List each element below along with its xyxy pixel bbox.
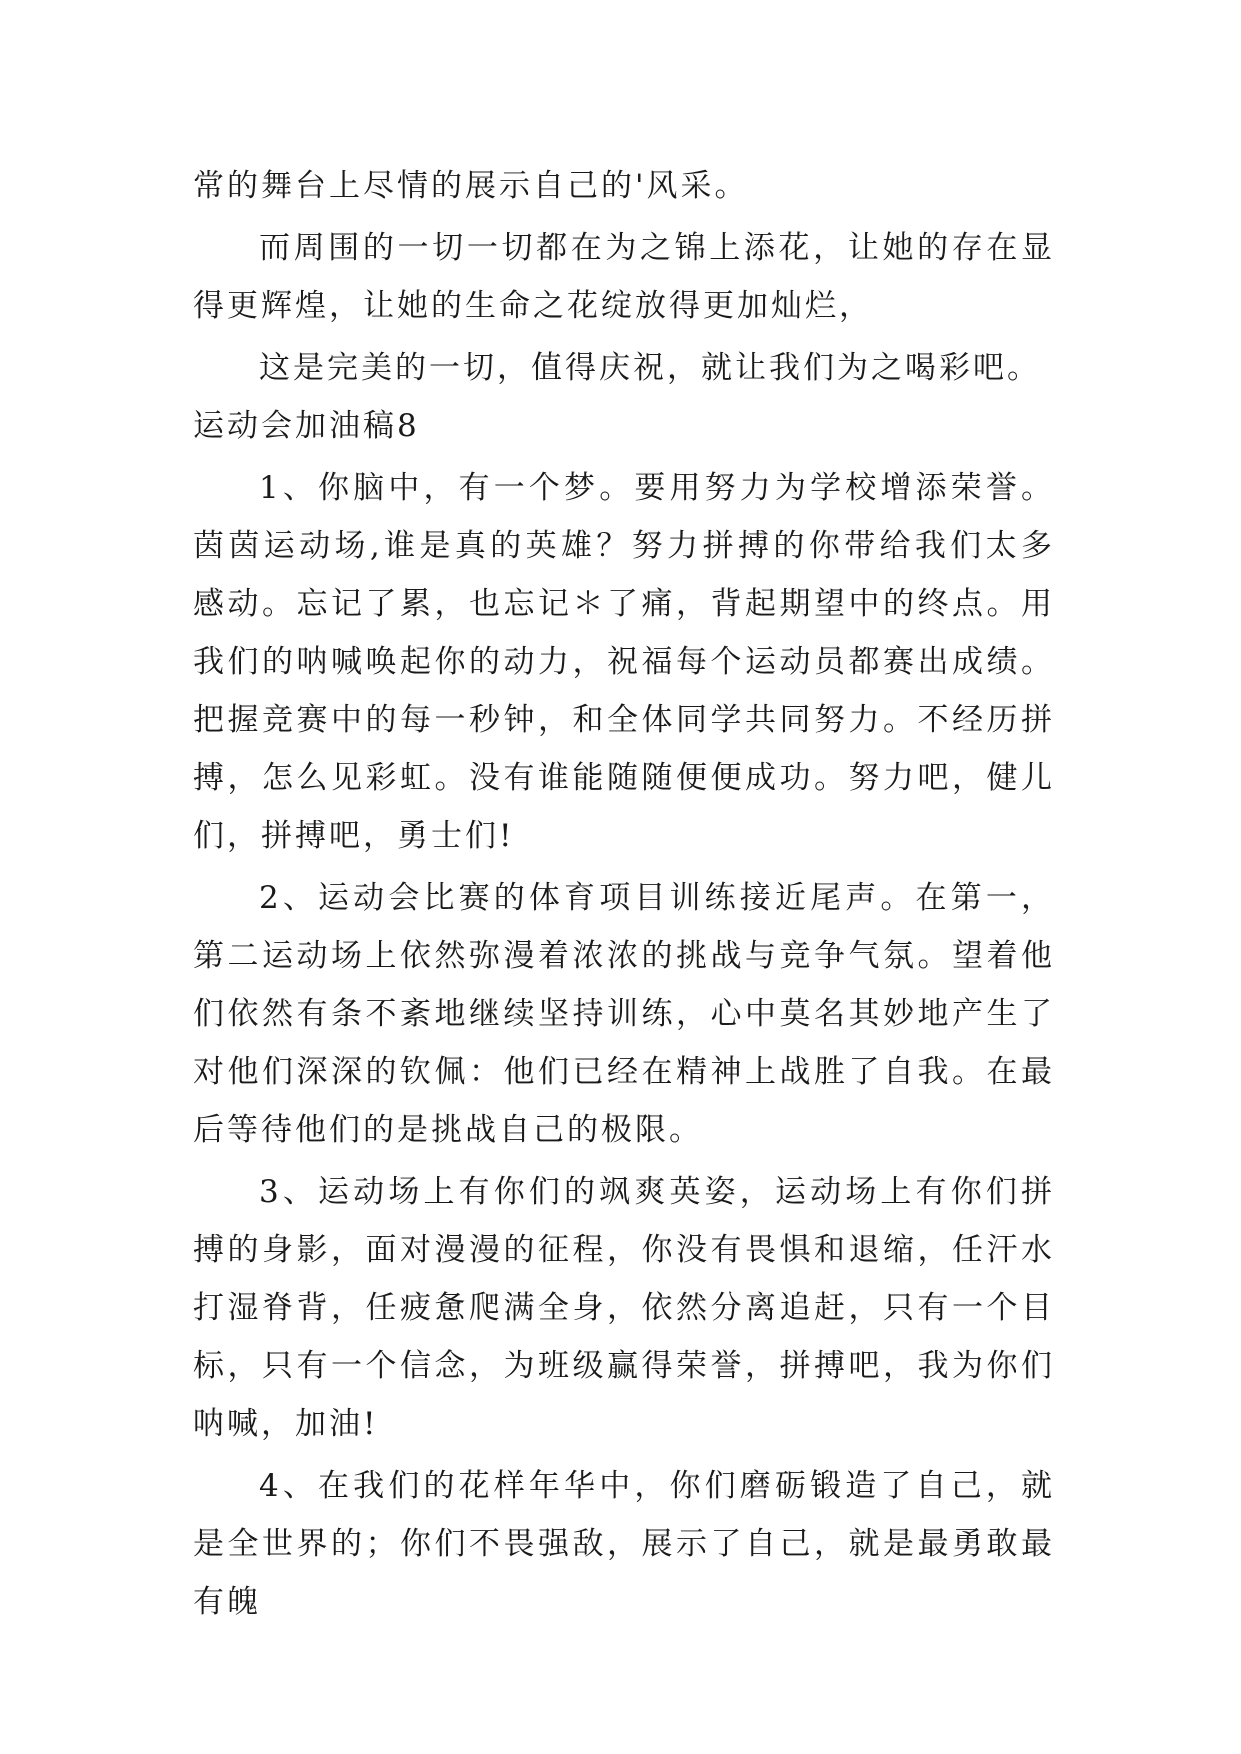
list-item: 4、在我们的花样年华中，你们磨砺锻造了自己，就是全世界的；你们不畏强敌，展示了自己，就是最勇敢最有魄 <box>193 1468 1055 1620</box>
section-title: 运动会加油稿8 <box>193 408 420 444</box>
list-item: 3、运动场上有你们的飒爽英姿，运动场上有你们拼搏的身影，面对漫漫的征程，你没有畏惧和退缩，任汗水打湿脊背，任疲惫爬满全身，依然分离追赶，只有一个目标，只有一个信念，为班级赢得荣誉，拼搏吧，我为你们呐喊，加油! <box>193 1174 1055 1442</box>
paragraph-surroundings: 而周围的一切一切都在为之锦上添花，让她的存在显得更辉煌，让她的生命之花绽放得更加灿烂， <box>193 230 1055 324</box>
document-page <box>193 157 1055 1631</box>
list-item: 1、你脑中，有一个梦。要用努力为学校增添荣誉。茵茵运动场,谁是真的英雄？努力拼搏的你带给我们太多感动。忘记了累，也忘记＊了痛，背起期望中的终点。用我们的呐喊唤起你的动力，祝福每个运动员都赛出成绩。把握竞赛中的每一秒钟，和全体同学共同努力。不经历拼搏，怎么见彩虹。没有谁能随随便便成功。努力吧，健儿们，拼搏吧，勇士们! <box>193 470 1055 854</box>
paragraph-celebrate: 这是完美的一切，值得庆祝，就让我们为之喝彩吧。 <box>259 350 1041 386</box>
list-item: 2、运动会比赛的体育项目训练接近尾声。在第一，第二运动场上依然弥漫着浓浓的挑战与竞争气氛。望着他们依然有条不紊地继续坚持训练，心中莫名其妙地产生了对他们深深的钦佩：他们已经在精神上战胜了自我。在最后等待他们的是挑战自己的极限。 <box>193 880 1055 1148</box>
paragraph-continuation: 常的舞台上尽情的展示自己的'风采。 <box>193 168 749 204</box>
